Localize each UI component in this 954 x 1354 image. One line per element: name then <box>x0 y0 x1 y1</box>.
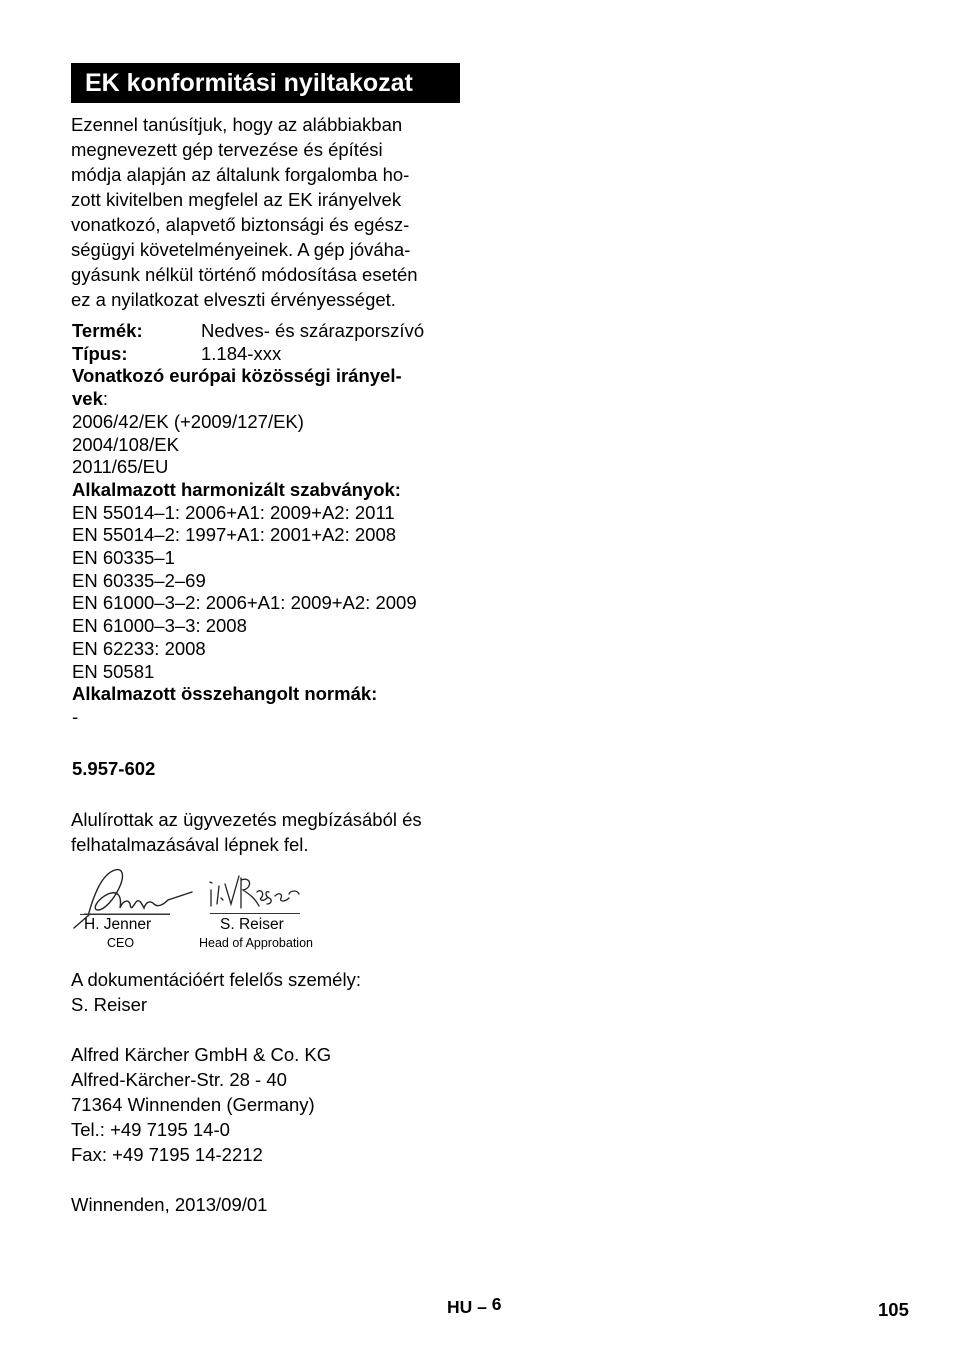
directives-heading: Vonatkozó európai közösségi irányel- <box>72 365 402 387</box>
standard-item: EN 61000–3–2: 2006+A1: 2009+A2: 2009 <box>72 592 417 614</box>
footer-lang: HU <box>447 1297 473 1317</box>
address-line: Alfred Kärcher GmbH & Co. KG <box>71 1044 332 1065</box>
standard-item: EN 61000–3–3: 2008 <box>72 615 247 637</box>
standard-item: EN 62233: 2008 <box>72 637 206 659</box>
place-date <box>71 1192 267 1217</box>
coordinated-value: - <box>72 705 79 727</box>
type-label: Típus: <box>72 342 128 364</box>
standard-item: EN 55014–2: 1997+A1: 2001+A2: 2008 <box>72 524 397 546</box>
product-value: Nedves- és szárazporszívó <box>201 320 425 341</box>
type-row <box>72 343 472 366</box>
standard-item: EN 60335–1 <box>72 547 175 569</box>
intro-line: Ezennel tanúsítjuk, hogy az alábbiakban <box>71 114 403 135</box>
responsible-line: A dokumentációért felelős személy: <box>71 969 361 990</box>
product-row <box>72 320 472 343</box>
footer-section-page: 6 <box>491 1294 502 1314</box>
address-line: Fax: +49 7195 14-2212 <box>71 1144 263 1165</box>
directive-item: 2011/65/EU <box>72 456 169 478</box>
footer-dash: – <box>477 1297 487 1317</box>
standard-item: EN 50581 <box>72 660 155 682</box>
reiser-signature-image <box>205 870 305 918</box>
authorization-paragraph <box>71 807 422 857</box>
signatory-name: H. Jenner <box>84 916 152 933</box>
type-value: 1.184-xxx <box>201 342 282 364</box>
jenner-signature-line <box>80 914 170 915</box>
intro-line: vonatkozó, alapvető biztonsági és egész- <box>71 214 410 235</box>
product-label: Termék: <box>72 320 143 341</box>
address-line: Tel.: +49 7195 14-0 <box>71 1119 230 1140</box>
intro-paragraph <box>71 112 471 312</box>
directive-item: 2004/108/EK <box>72 433 179 455</box>
company-address <box>71 1042 331 1167</box>
place-date-text: Winnenden, 2013/09/01 <box>71 1194 268 1215</box>
document-number: 5.957-602 <box>72 758 156 779</box>
authorization-line: felhatalmazásával lépnek fel. <box>71 834 309 855</box>
standard-item: EN 55014–1: 2006+A1: 2009+A2: 2011 <box>72 501 395 523</box>
intro-line: zott kivitelben megfelel az EK irányelvek <box>71 189 402 210</box>
directives-heading-cont <box>72 388 472 411</box>
intro-line: megnevezett gép tervezése és építési <box>71 139 383 160</box>
intro-line: ez a nyilatkozat elveszti érvényességet. <box>71 289 396 310</box>
responsible-person <box>71 967 361 1017</box>
harmonized-heading: Alkalmazott harmonizált szabványok: <box>72 478 401 500</box>
address-line: 71364 Winnenden (Germany) <box>71 1094 315 1115</box>
authorization-line: Alulírottak az ügyvezetés megbízásából és <box>71 809 422 830</box>
directives-heading-word: vek <box>72 388 103 410</box>
page-number: 105 <box>878 1299 909 1320</box>
intro-line: gyásunk nélkül történő módosítása esetén <box>71 264 418 285</box>
directives-heading-colon: : <box>102 388 109 410</box>
page-title: EK konformitási nyiltakozat <box>71 63 460 103</box>
reiser-signature-line <box>210 913 300 914</box>
directive-item: 2006/42/EK (+2009/127/EK) <box>72 410 304 432</box>
intro-line: módja alapján az általunk forgalomba ho- <box>71 164 410 185</box>
responsible-line: S. Reiser <box>71 994 148 1015</box>
intro-line: ségügyi követelményeinek. A gép jóváha- <box>71 239 411 260</box>
signatory-name: S. Reiser <box>220 916 284 933</box>
declaration-details <box>72 320 472 729</box>
signatory-role: CEO <box>107 936 135 950</box>
footer-section <box>447 1294 502 1318</box>
standard-item: EN 60335–2–69 <box>72 569 206 591</box>
coordinated-heading: Alkalmazott összehangolt normák: <box>72 683 378 705</box>
address-line: Alfred-Kärcher-Str. 28 - 40 <box>71 1069 287 1090</box>
signatory-role: Head of Approbation <box>199 936 313 950</box>
